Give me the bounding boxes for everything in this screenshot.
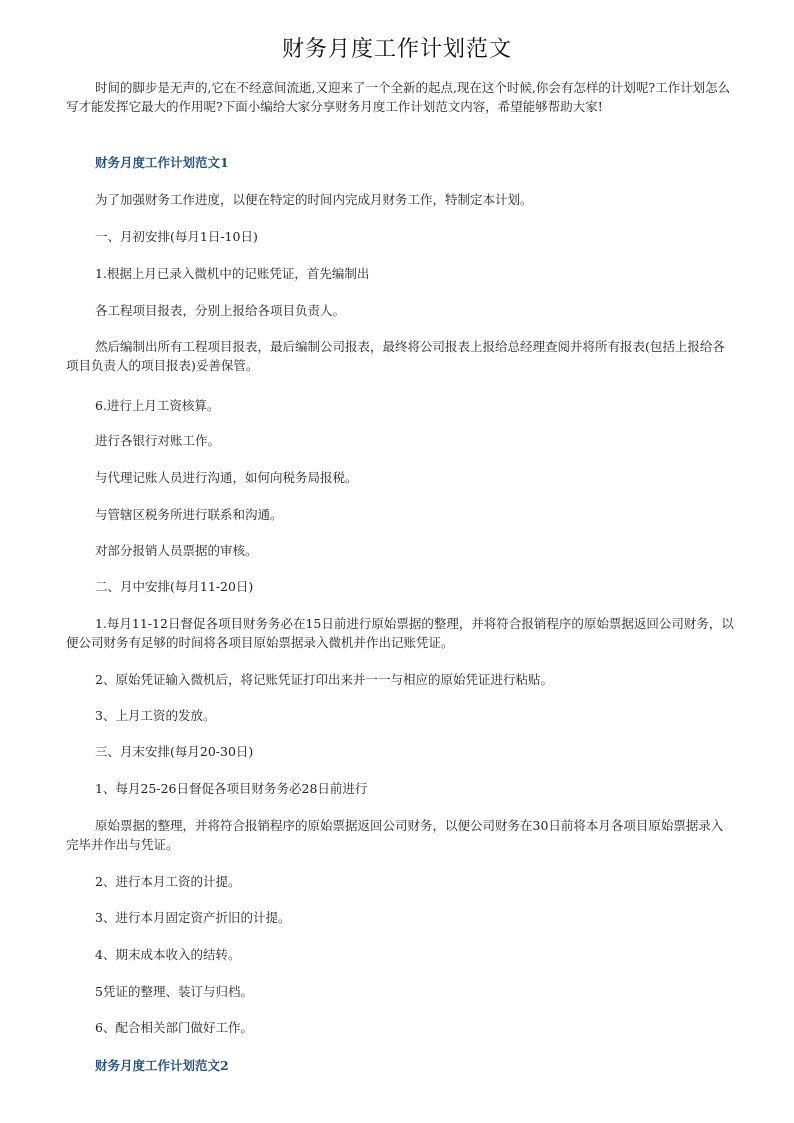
paragraph: 各工程项目报表，分别上报给各项目负责人。	[95, 303, 346, 318]
paragraph: 3、进行本月固定资产折旧的计提。	[95, 910, 291, 925]
section-heading-2: 财务月度工作计划范文2	[95, 1058, 229, 1073]
paragraph: 三、月末安排(每月20-30日)	[95, 744, 254, 759]
document-title: 财务月度工作计划范文	[281, 37, 512, 62]
paragraph: 与管辖区税务所进行联系和沟通。	[95, 507, 283, 522]
paragraph: 1、每月25-26日督促各项目财务务必28日前进行	[95, 781, 368, 796]
paragraph: 原始票据的整理，并将符合报销程序的原始票据返回公司财务，以便公司财务在30日前将本月各项目原始票据录入完毕并作出与凭证。	[66, 818, 724, 852]
paragraph: 5凭证的整理、装订与归档。	[95, 984, 253, 999]
paragraph: 进行各银行对账工作。	[95, 433, 221, 448]
paragraph: 4、期末成本收入的结转。	[95, 947, 241, 962]
section-heading-1: 财务月度工作计划范文1	[95, 155, 229, 170]
paragraph: 对部分报销人员票据的审核。	[95, 543, 258, 558]
paragraph: 3、上月工资的发放。	[95, 708, 216, 723]
paragraph: 一、月初安排(每月1日-10日)	[95, 229, 258, 244]
paragraph: 然后编制出所有工程项目报表，最后编制公司报表，最终将公司报表上报给总经理查阅并将所有报表(包括上报给各项目负责人的项目报表)妥善保管。	[66, 339, 725, 373]
paragraph: 与代理记账人员进行沟通，如何向税务局报税。	[95, 470, 358, 485]
intro-paragraph: 时间的脚步是无声的,它在不经意间流逝,又迎来了一个全新的起点,现在这个时候,你会有怎样的计划呢?工作计划怎么写才能发挥它最大的作用呢?下面小编给大家分享财务月度工作计划范文内容，希望能够帮助大家!	[66, 80, 731, 114]
paragraph: 1.根据上月已录入微机中的记账凭证，首先编制出	[95, 266, 370, 281]
paragraph: 2、原始凭证输入微机后，将记账凭证打印出来并一一与相应的原始凭证进行粘贴。	[95, 672, 553, 687]
paragraph: 6.进行上月工资核算。	[95, 398, 220, 413]
paragraph: 6、配合相关部门做好工作。	[95, 1020, 253, 1035]
paragraph: 1.每月11-12日督促各项目财务务必在15日前进行原始票据的整理，并将符合报销程序的原始票据返回公司财务，以便公司财务有足够的时间将各项目原始票据录入微机并作出记账凭证。	[66, 616, 734, 650]
paragraph: 二、月中安排(每月11-20日)	[95, 579, 254, 594]
paragraph: 2、进行本月工资的计提。	[95, 874, 241, 889]
paragraph: 为了加强财务工作进度，以便在特定的时间内完成月财务工作，特制定本计划。	[95, 192, 533, 207]
